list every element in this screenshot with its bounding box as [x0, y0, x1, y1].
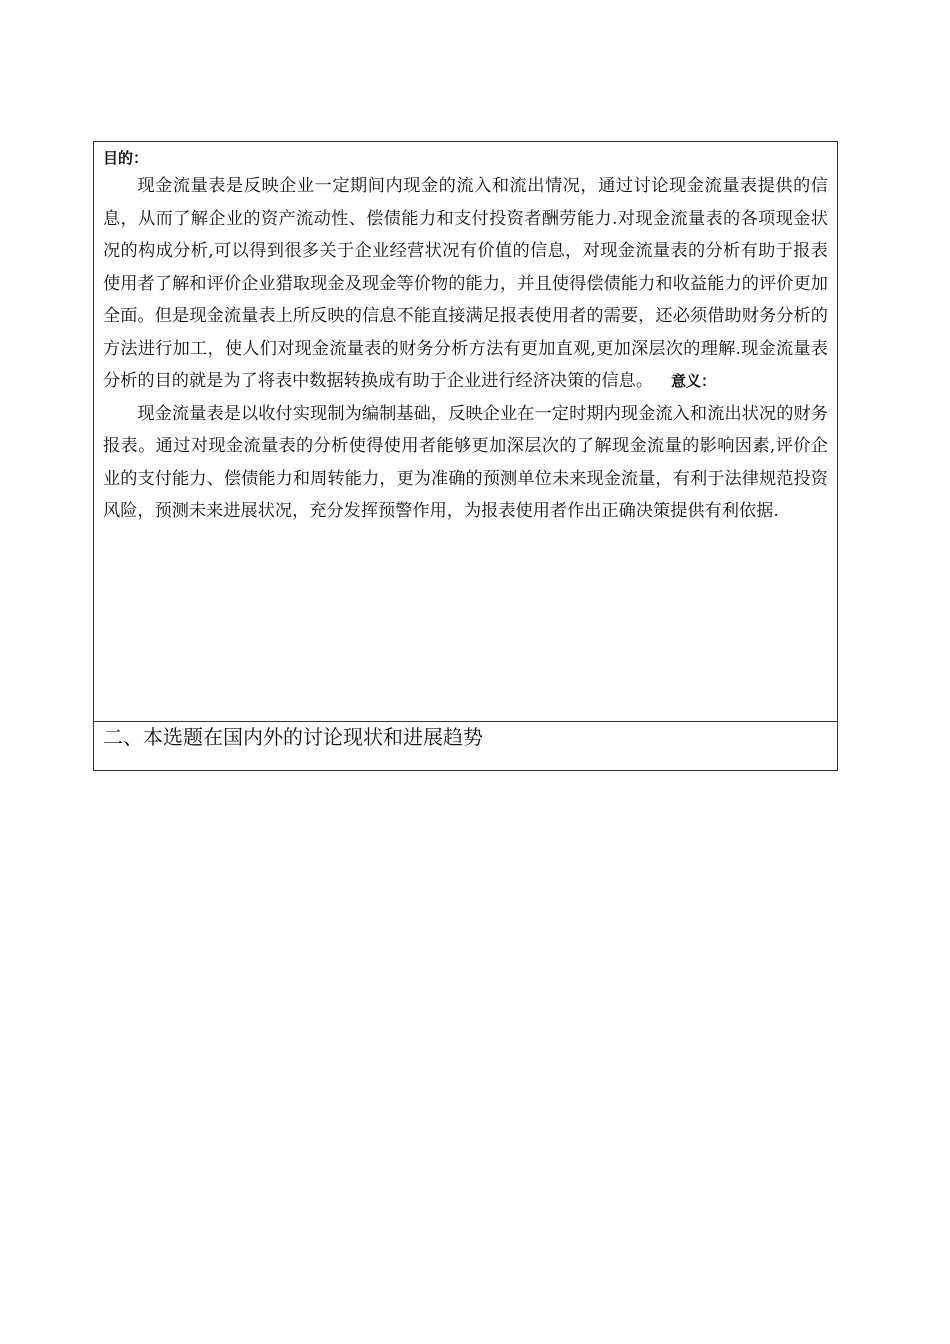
- significance-label: 意义：: [671, 372, 717, 390]
- purpose-label: 目的：: [103, 149, 149, 167]
- document-table: [93, 141, 838, 771]
- purpose-text: 现金流量表是反映企业一定期间内现金的流入和流出情况，通过讨论现金流量表提供的信息，从而了解企业的资产流动性、偿债能力和支付投资者酬劳能力.对现金流量表的各项现金状况的构成分析,可以得到很多关于企业经营状况有价值的信息，对现金流量表的分析有助于报表使用者了解和评价企业猎取现金及现金等价物的能力，并且使得偿债能力和收益能力的评价更加全面。但是现金流量表上所反映的信息不能直接满足报表使用者的需要，还必须借助财务分析的方法进行加工，使人们对现金流量表的财务分析方法有更加直观,更加深层次的理解.现金流量表分析的目的就是为了将表中数据转换成有助于企业进行经济决策的信息。: [103, 176, 828, 391]
- significance-paragraph: 现金流量表是以收付实现制为编制基础，反映企业在一定时期内现金流入和流出状况的财务报表。通过对现金流量表的分析使得使用者能够更加深层次的了解现金流量的影响因素,评价企业的支付能力、偿债能力和周转能力，更为准确的预测单位未来现金流量，有利于法律规范投资风险，预测未来进展状况，充分发挥预警作用，为报表使用者作出正确决策提供有利依据.: [103, 403, 828, 521]
- section-two-heading: 二、本选题在国内外的讨论现状和进展趋势: [103, 725, 483, 749]
- purpose-paragraph: [103, 170, 828, 398]
- purpose-significance-cell: [94, 142, 837, 722]
